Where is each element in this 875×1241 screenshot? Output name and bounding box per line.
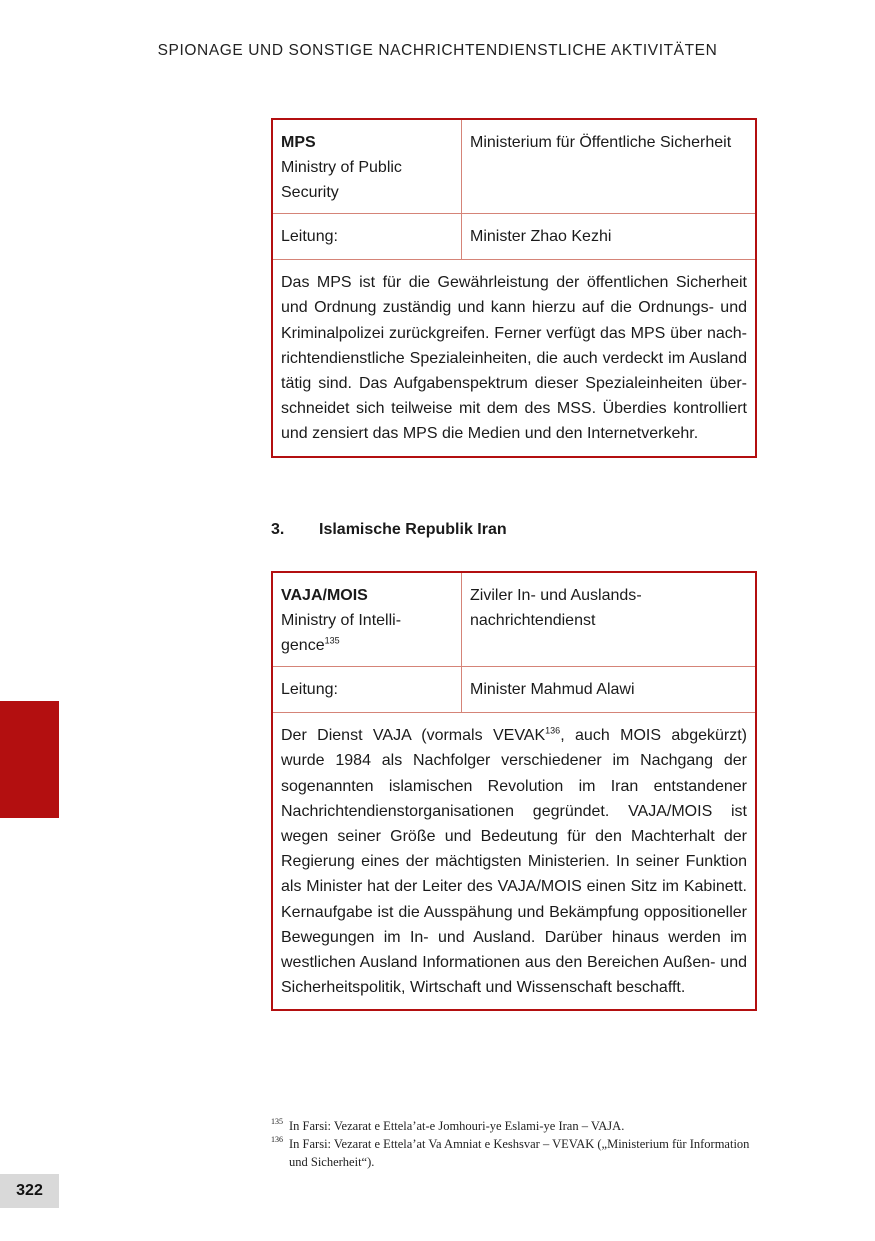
- vaja-acronym: VAJA/MOIS: [281, 587, 368, 604]
- vaja-leitung-value: Minister Mahmud Alawi: [470, 681, 635, 698]
- footnote-text: In Farsi: Vezarat e Ettela’at-e Jomhouri-ye Eslami-ye Iran – VAJA.: [289, 1119, 625, 1133]
- vaja-name-cell: [273, 573, 462, 666]
- mps-german-name: Ministerium für Öffentliche Sicherheit: [470, 134, 732, 151]
- mps-leitung-row: [273, 214, 755, 260]
- footnote-ref-135[interactable]: 135: [324, 636, 340, 647]
- running-header: SPIONAGE UND SONSTIGE NACHRICHTENDIENSTLICHE AKTIVITÄTEN: [157, 42, 718, 59]
- vaja-description-row: [273, 713, 755, 1009]
- vaja-info-box: [271, 571, 757, 1011]
- mps-info-box: [271, 118, 757, 458]
- vaja-description-part1: Der Dienst VAJA (vormals VEVAK: [281, 727, 546, 745]
- vaja-leitung-row: [273, 667, 755, 713]
- section-heading: [271, 521, 507, 539]
- vaja-description: [273, 713, 755, 1009]
- mps-leitung-label: Leitung:: [273, 214, 462, 259]
- mps-name-row: [273, 120, 755, 214]
- vaja-description-part2: , auch MOIS abgekürzt) wurde 1984 als Nachfolger verschiedener im Nachgang der sogenannten islamischen Revolution im Iran entstandener Nachrichtendienstorganisationen gegründet. VAJA/MOIS ist wegen seiner Größe und Bedeutung für den Machterhalt der Regierung eines der mächtigsten Ministerien. In seiner Funktion als Minister hat der Leiter des VAJA/MOIS einen Sitz im Kabinett. Kernaufgabe ist die Ausspähung und Bekämpfung oppositioneller Bewegungen im In- und Ausland. Darüber hinaus werden im westlichen Ausland Informationen aus den Bereichen Außen- und Sicherheitspolitik, Wirtschaft und Wissenschaft beschafft.: [281, 727, 747, 997]
- mps-description: Das MPS ist für die Gewährleistung der öffentlichen Sicherheit und Ordnung zuständig und kann hierzu auf die Ordnungs- und Kriminalpolizei zurückgreifen. Ferner verfügt das MPS über nachrichtendienstliche Spezialeinheiten, die auch verdeckt im Ausland tätig sind. Das Aufgabenspektrum dieser Spezialeinheiten überschneidet sich teilweise mit dem des MSS. Überdies kontrolliert und zensiert das MPS die Medien und den Internetverkehr.: [281, 274, 747, 443]
- vaja-english-name: Ministry of Intelligence: [281, 612, 402, 655]
- mps-english-name: Ministry of Public Security: [281, 159, 402, 202]
- footnote-136: 136 In Farsi: Vezarat e Ettela’at Va Amniat e Keshsvar – VEVAK („Ministerium für Information und Sicherheit“).: [271, 1135, 750, 1169]
- footnotes: [271, 1117, 757, 1171]
- mps-name-cell: [273, 120, 462, 213]
- section-title: Islamische Republik Iran: [319, 521, 507, 538]
- section-number: 3.: [271, 521, 285, 538]
- mps-leitung-value: Minister Zhao Kezhi: [470, 228, 612, 245]
- mps-acronym: MPS: [281, 134, 316, 151]
- mps-description-row: [273, 260, 755, 455]
- vaja-german-name: Ziviler In- und Auslandsnachrichtendienst: [470, 587, 642, 630]
- chapter-color-tab: [0, 701, 59, 818]
- vaja-leitung-label: Leitung:: [273, 667, 462, 712]
- page-number: 322: [0, 1174, 59, 1208]
- footnote-text: In Farsi: Vezarat e Ettela’at Va Amniat e Keshsvar – VEVAK („Ministerium für Information und Sicherheit“).: [289, 1137, 750, 1169]
- footnote-ref-136[interactable]: 136: [545, 725, 561, 736]
- footnote-135: 135 In Farsi: Vezarat e Ettela’at-e Jomhouri-ye Eslami-ye Iran – VAJA.: [271, 1117, 625, 1133]
- vaja-name-row: [273, 573, 755, 667]
